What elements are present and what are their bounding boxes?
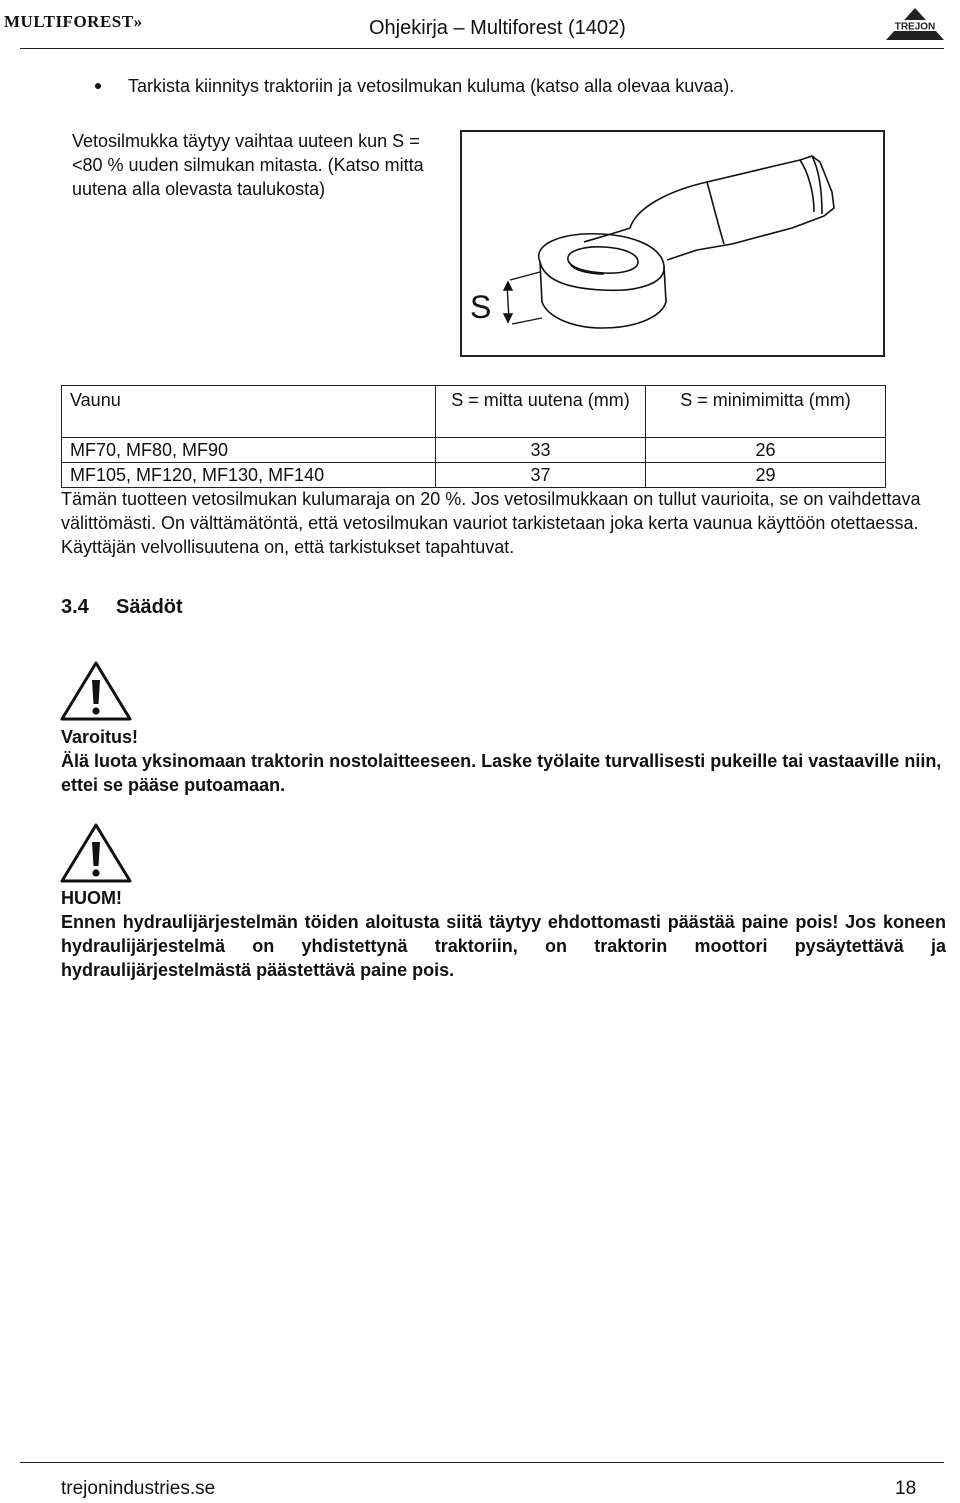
header-divider	[20, 48, 944, 49]
dimension-label: S	[470, 289, 492, 325]
section-number: 3.4	[61, 596, 89, 618]
table-cell: MF105, MF120, MF130, MF140	[62, 463, 436, 488]
table-header-cell: S = mitta uutena (mm)	[436, 386, 646, 438]
warning-icon	[59, 822, 133, 884]
footer-website: trejonindustries.se	[61, 1478, 216, 1499]
bullet-dot	[95, 83, 101, 89]
brand-logo-text: MULTIFOREST»	[4, 12, 143, 31]
table-cell: 26	[646, 438, 886, 463]
document-title: Ohjekirja – Multiforest (1402)	[369, 17, 626, 39]
spec-table	[61, 385, 886, 488]
bullet-text: Tarkista kiinnitys traktoriin ja vetosilmukan kuluma (katso alla olevaa kuvaa).	[128, 76, 735, 96]
table-cell: 33	[436, 438, 646, 463]
table-header-cell: S = minimimitta (mm)	[646, 386, 886, 438]
table-header-cell: Vaunu	[62, 386, 436, 438]
page-number: 18	[895, 1478, 917, 1499]
section-heading	[61, 596, 183, 619]
notice-title: HUOM!	[61, 888, 122, 908]
footer-divider	[20, 1462, 944, 1463]
trejon-logo	[884, 6, 946, 42]
section-title: Säädöt	[116, 596, 183, 618]
drawbar-eye-drawing	[462, 132, 883, 355]
table-header-row	[62, 386, 886, 438]
notice-body: Ennen hydraulijärjestelmän töiden aloitusta siitä täytyy ehdottomasti päästää paine pois! Jos koneen hydraulijärjestelmä on yhdistettynä traktoriin, on traktorin moottori pysäytettävä ja hydraulijärjestelmästä päästettävä paine pois.	[61, 912, 946, 980]
warning-title: Varoitus!	[61, 727, 139, 747]
logo-text: TREJON	[894, 21, 936, 33]
table-cell: 29	[646, 463, 886, 488]
replace-note: Vetosilmukka täytyy vaihtaa uuteen kun S = <80 % uuden silmukan mitasta. (Katso mitta uutena alla olevasta taulukosta)	[72, 131, 424, 199]
table-row	[62, 463, 886, 488]
table-cell: MF70, MF80, MF90	[62, 438, 436, 463]
wear-limit-paragraph: Tämän tuotteen vetosilmukan kulumaraja on 20 %. Jos vetosilmukkaan on tullut vaurioita, se on vaihdettava välittömästi. On välttämätöntä, että vetosilmukan vauriot tarkistetaan joka kerta vaunua käyttöön otettaessa. Käyttäjän velvollisuutena on, että tarkistukset tapahtuvat.	[61, 489, 921, 557]
drawbar-eye-figure	[460, 130, 885, 357]
table-cell: 37	[436, 463, 646, 488]
warning-body: Älä luota yksinomaan traktorin nostolaitteeseen. Laske työlaite turvallisesti pukeille tai vastaaville niin, ettei se pääse putoamaan.	[61, 751, 942, 795]
table-row	[62, 438, 886, 463]
warning-icon	[59, 660, 133, 722]
